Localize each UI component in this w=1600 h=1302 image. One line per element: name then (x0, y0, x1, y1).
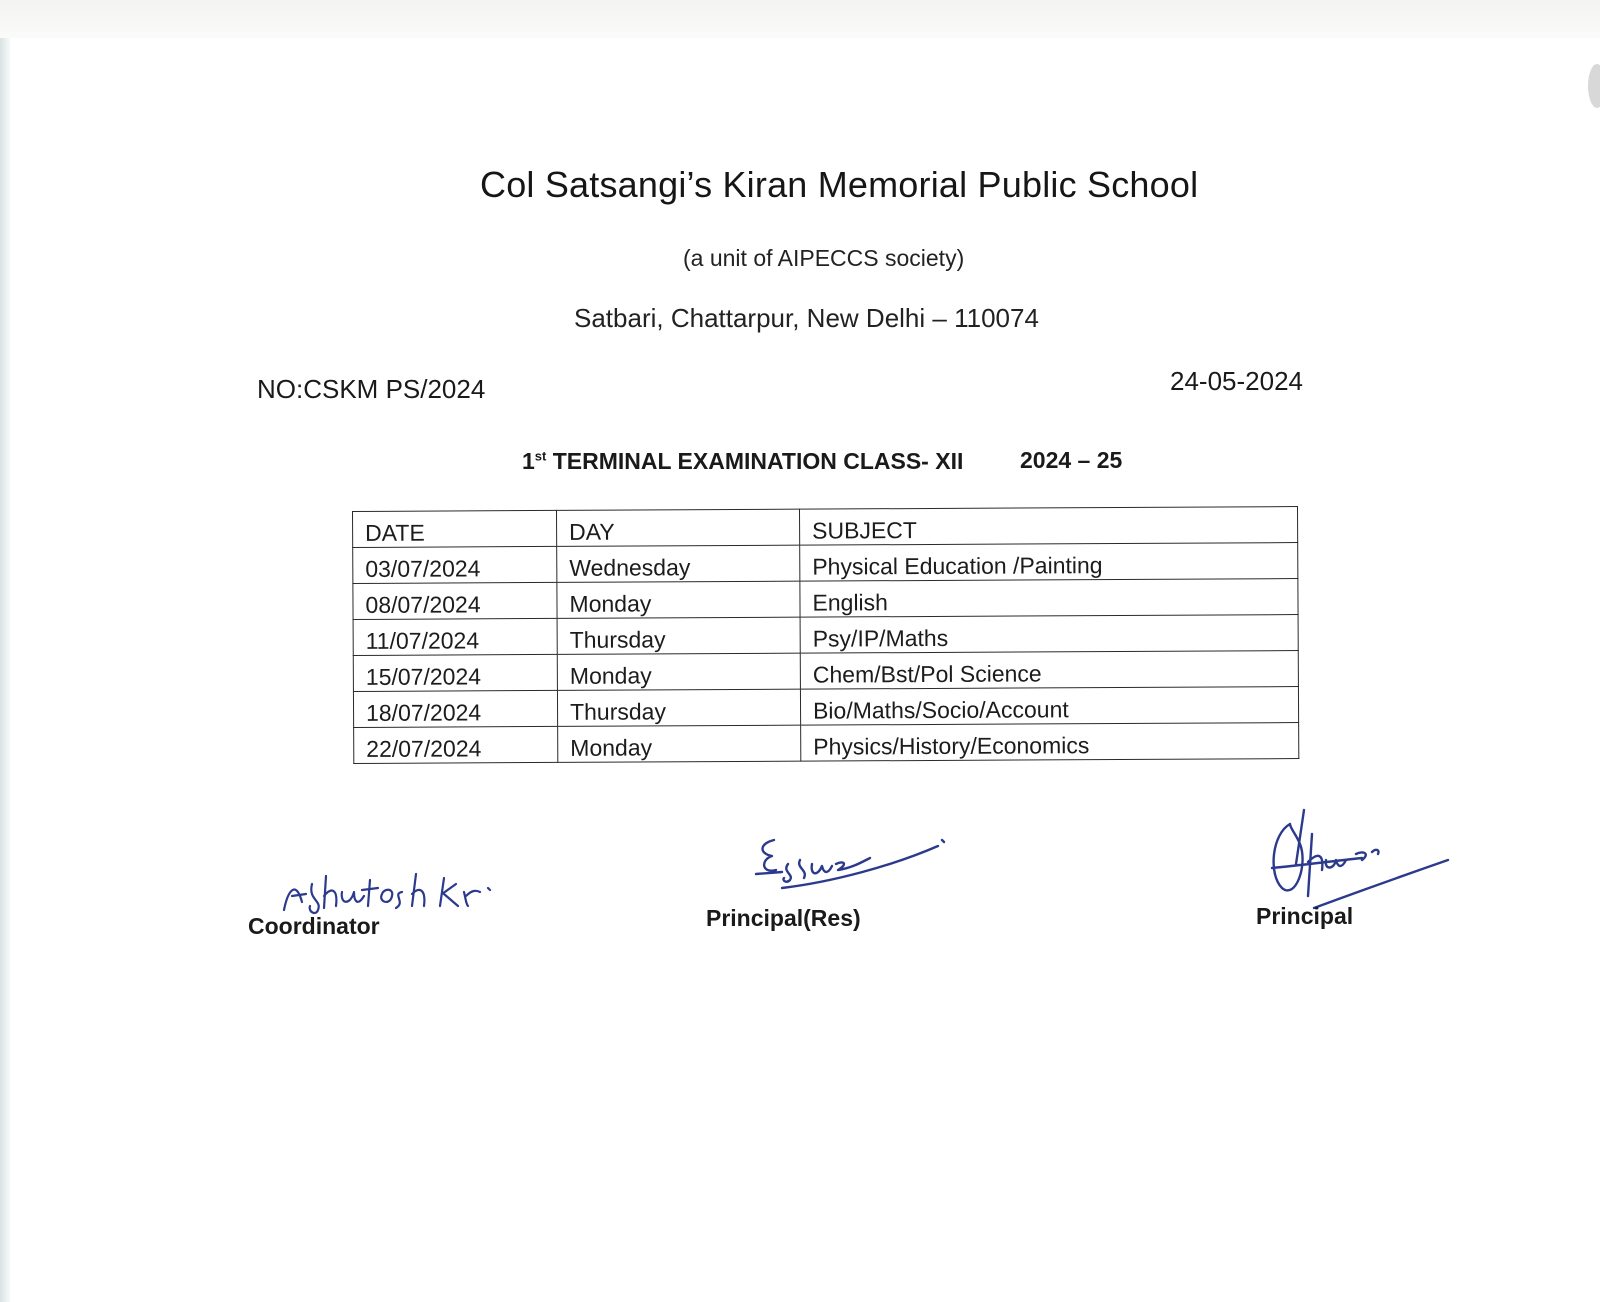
school-address: Satbari, Chattarpur, New Delhi – 110074 (574, 303, 1039, 333)
row-day: Thursday (557, 689, 800, 726)
table-header-row (353, 507, 1298, 548)
principal-label: Principal (1256, 903, 1354, 929)
row-day: Wednesday (557, 545, 800, 582)
table-row (353, 651, 1298, 692)
scan-edge-top (0, 0, 1600, 38)
exam-title (522, 448, 963, 475)
issue-date: 24-05-2024 (1170, 366, 1303, 396)
row-date: 11/07/2024 (353, 618, 557, 655)
exam-title-text: TERMINAL EXAMINATION CLASS- XII (546, 448, 964, 474)
table-row (353, 687, 1298, 728)
scan-edge-left (0, 38, 10, 1302)
row-subject: Physics/History/Economics (801, 723, 1299, 762)
principal-signature-stroke (1272, 810, 1448, 908)
coordinator-signature (278, 850, 508, 920)
exam-title-number: 1 (522, 448, 535, 474)
row-date: 22/07/2024 (354, 726, 558, 763)
exam-title-superscript: st (534, 448, 547, 464)
school-unit: (a unit of AIPECCS society) (683, 245, 965, 271)
row-subject: Bio/Maths/Socio/Account (800, 687, 1298, 726)
coordinator-signature-stroke (284, 874, 490, 913)
principal-res-label: Principal(Res) (706, 905, 861, 931)
table-row (353, 615, 1298, 656)
school-name: Col Satsangi’s Kiran Memorial Public School (480, 164, 1199, 205)
reference-number: NO:CSKM PS/2024 (257, 374, 486, 404)
principal-res-signature-stroke (756, 840, 944, 888)
table-row (353, 543, 1298, 584)
row-date: 15/07/2024 (353, 654, 557, 691)
row-day: Monday (557, 653, 800, 690)
row-subject: Chem/Bst/Pol Science (800, 651, 1298, 690)
coordinator-label: Coordinator (248, 913, 380, 939)
row-day: Monday (558, 725, 801, 762)
row-subject: Psy/IP/Maths (800, 615, 1298, 654)
row-day: Monday (557, 581, 800, 618)
row-date: 03/07/2024 (353, 546, 557, 583)
header-subject: SUBJECT (799, 507, 1297, 546)
table-row (354, 723, 1299, 764)
principal-res-signature (752, 834, 962, 904)
header-day: DAY (556, 509, 799, 546)
row-subject: Physical Education /Painting (800, 543, 1298, 582)
row-date: 18/07/2024 (353, 690, 557, 727)
scan-edge-mark (1588, 64, 1600, 108)
header-date: DATE (353, 510, 557, 547)
row-day: Thursday (557, 617, 800, 654)
exam-schedule-table (352, 506, 1299, 764)
row-subject: English (800, 579, 1298, 618)
table-row (353, 579, 1298, 620)
exam-session: 2024 – 25 (1020, 447, 1123, 473)
row-date: 08/07/2024 (353, 582, 557, 619)
